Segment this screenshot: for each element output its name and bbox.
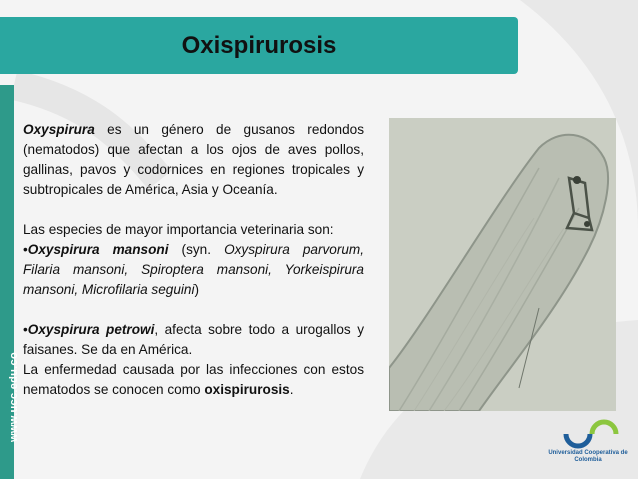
syn-open: (syn.: [168, 242, 225, 257]
side-url[interactable]: www.ucc.edu.co: [8, 352, 20, 442]
synonym-list: Oxyspirura parvorum, Filaria mansoni, Spiroptera mansoni, Yorkeispirura mansoni, Microfilaria seguini: [23, 242, 365, 297]
genus-name: Oxyspirura: [23, 122, 95, 137]
species-mansoni: Oxyspirura mansoni: [27, 242, 169, 257]
logo-caption: Universidad Cooperativa de Colombia: [548, 450, 628, 463]
paragraph-intro-text: es un género de gusanos redondos (nematodos) que afectan a los ojos de aves pollos, gallinas, pavos y codornices en regiones tropicales y subtropicales de América, Asia y Oceanía.: [23, 122, 364, 197]
university-logo: [548, 414, 628, 474]
nematode-micrograph: [389, 118, 616, 411]
body-text: [23, 120, 364, 400]
paragraph-species: [23, 220, 364, 300]
disease-text: La enfermedad causada por las infecciones con estos nematodos se conocen como: [23, 362, 364, 397]
disease-term: oxispirurosis: [204, 382, 290, 397]
logo-mark-icon: [548, 414, 628, 454]
syn-close: ): [194, 282, 200, 297]
slide-title: Oxispirurosis: [181, 32, 337, 59]
petrowi-text: , afecta sobre todo a urogallos y faisanes. Se da en América.: [23, 322, 365, 357]
paragraph-intro: [23, 120, 364, 200]
paragraph-petrowi: [23, 320, 364, 400]
bullet: •: [23, 242, 28, 257]
bullet: •: [23, 322, 28, 337]
microscope-image: [389, 118, 616, 411]
species-intro: Las especies de mayor importancia veterinaria son:: [23, 222, 334, 237]
species-petrowi: Oxyspirura petrowi: [27, 322, 155, 337]
disease-end: .: [289, 382, 294, 397]
